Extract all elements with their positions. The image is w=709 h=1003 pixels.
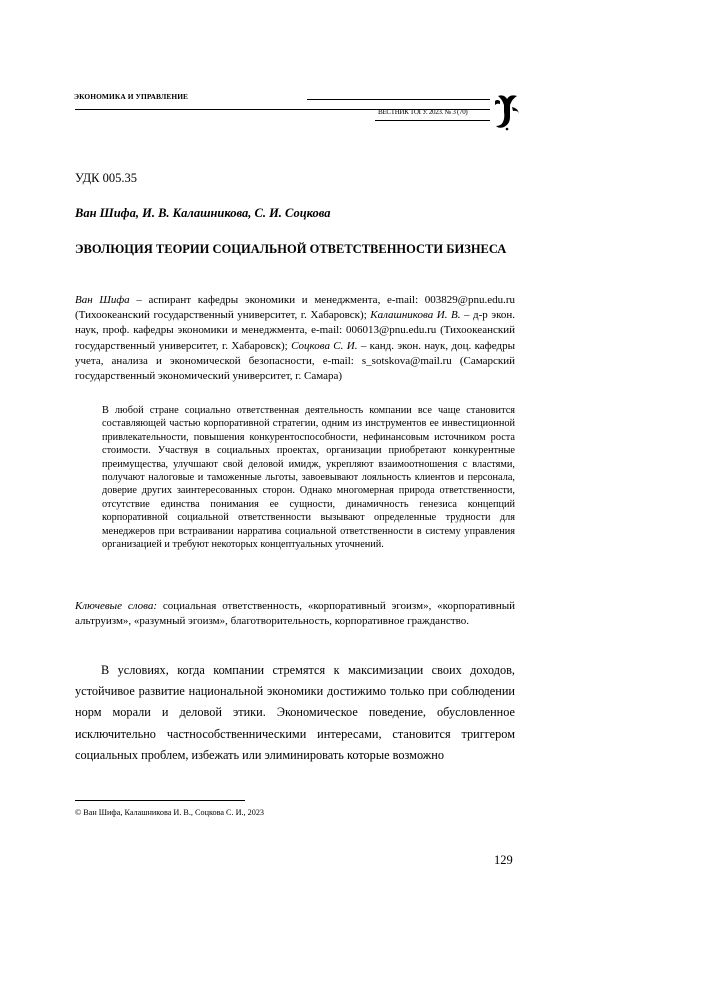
keywords-label: Ключевые слова:	[75, 600, 157, 612]
article-title: ЭВОЛЮЦИЯ ТЕОРИИ СОЦИАЛЬНОЙ ОТВЕТСТВЕННОСТИ БИЗНЕСА	[75, 242, 507, 256]
header-rule-top	[307, 99, 490, 100]
keywords	[75, 599, 515, 629]
keywords-list: социальная ответственность, «корпоративный эгоизм», «корпоративный альтруизм», «разумный эгоизм», благотворительность, корпоративное гражданство.	[75, 600, 516, 628]
header-rule-bottom	[375, 120, 490, 121]
author-affiliations	[75, 293, 515, 384]
body-text	[75, 660, 515, 766]
author-name: Калашникова И. В.	[370, 309, 461, 322]
copyright-note: © Ван Шифа, Калашникова И. В., Соцкова С. И., 2023	[75, 808, 265, 817]
abstract: В любой стране социально ответственная деятельность компании все чаще становится составляющей частью корпоративной стратегии, одним из инструментов ее инвестиционной привлекательности, повышения конкурентоспособности, нефинансовым источником роста стоимости. Участвуя в социальных проектах, организации приобретают конкурентные преимущества, улучшают свой деловой имидж, укрепляют взаимоотношения с властями, получают налоговые и таможенные льготы, завоевывают лояльность клиентов и персонала, доверие других заинтересованных сторон. Однако многомерная природа ответственности, отсутствие единства понимания ее сущности, динамичность генезиса концепций корпоративной социальной ответственности вызывают определенные трудности для менеджеров при встраивании нарратива социальной ответственности в систему управления организацией и требуют некоторых концептуальных уточнений.	[102, 405, 515, 551]
page-number: 129	[494, 853, 513, 867]
footnote-rule	[75, 800, 245, 801]
article-authors: Ван Шифа, И. В. Калашникова, С. И. Соцкова	[75, 206, 331, 220]
udc-code: УДК 005.35	[75, 171, 137, 185]
author-details: – аспирант кафедры экономики и менеджмента, e-mail: 003829@pnu.edu.ru (Тихоокеанский государственный университет, г. Хабаровск);	[75, 294, 515, 322]
author-name: Ван Шифа	[75, 294, 130, 306]
author-details: – д-р экон. наук, проф. кафедры экономики и менеджмента, e-mail: 006013@pnu.edu.ru (Тихоокеанский государственный университет, г. Хабаровск);	[75, 309, 515, 352]
journal-emblem-icon	[492, 93, 522, 131]
author-details: – канд. экон. наук, доц. кафедры учета, анализа и экономической безопасности, e-mail: s_sotskova@mail.ru (Самарский государственный экономический университет, г. Самара)	[75, 339, 515, 383]
journal-reference: ВЕСТНИК ТОГУ. 2023. № 3 (70)	[378, 108, 468, 116]
author-name: Соцкова С. И.	[291, 339, 358, 352]
body-paragraph: В условиях, когда компании стремятся к максимизации своих доходов, устойчивое развитие национальной экономики достижимо только при соблюдении норм морали и деловой этики. Экономическое поведение, обусловленное исключительно частнособственническими интересами, становится триггером социальных проблем, избежать или элиминировать которые возможно	[75, 663, 515, 762]
section-header: ЭКОНОМИКА И УПРАВЛЕНИЕ	[74, 92, 189, 101]
